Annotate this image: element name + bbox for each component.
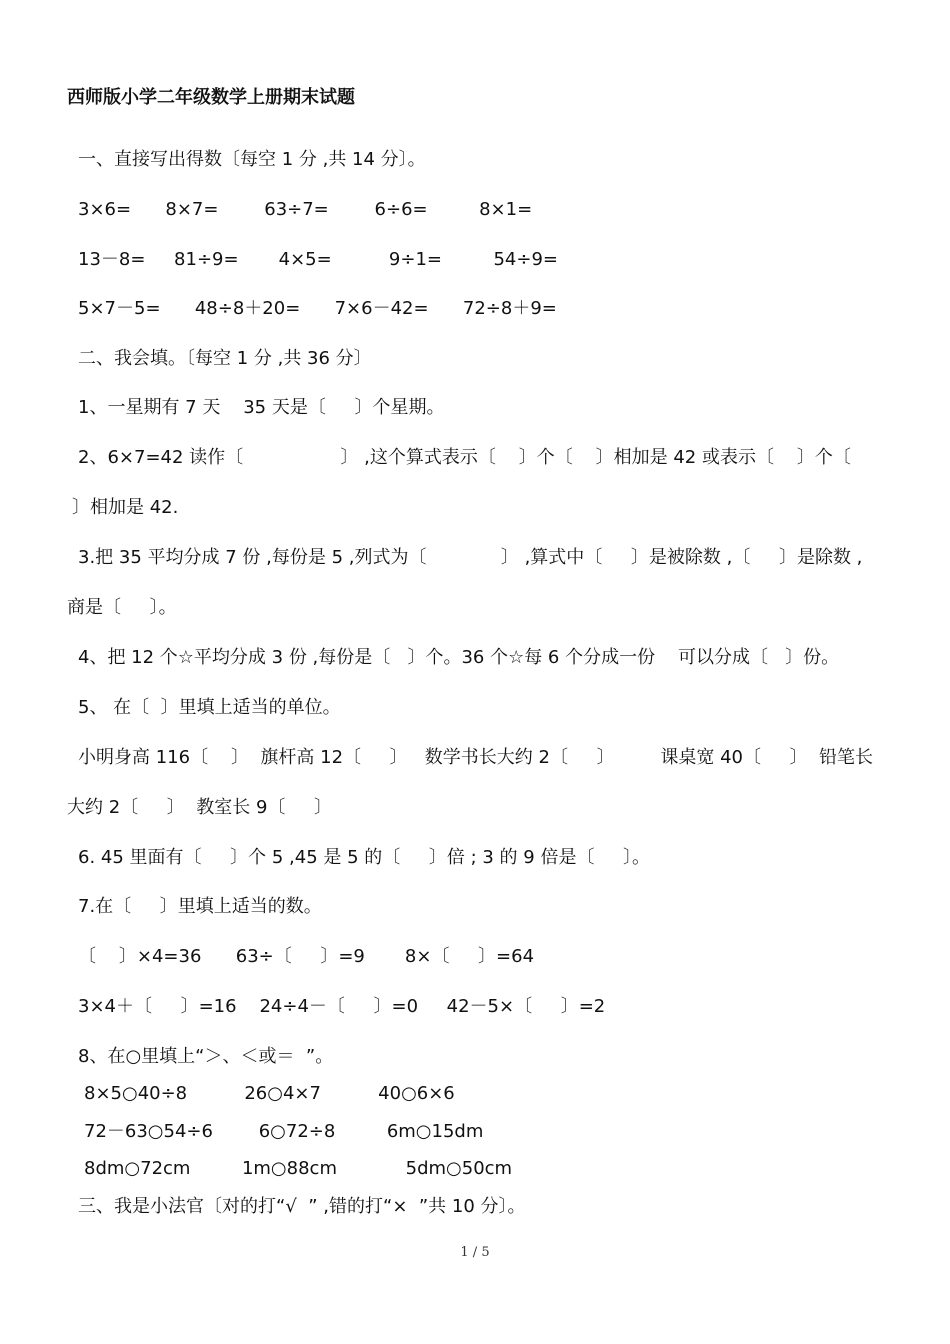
text-line: 6. 45 里面有〔 〕个 5 ,45 是 5 的〔 〕倍 ; 3 的 9 倍是〔 〕。 [78, 847, 651, 868]
text-line: 13－8= 81÷9= 4×5= 9÷1= 54÷9= [78, 249, 558, 270]
text-line: 3×4＋〔 〕=16 24÷4－〔 〕=0 42－5×〔 〕=2 [78, 996, 606, 1017]
section-1-heading: 一、直接写出得数〔每空 1 分 ,共 14 分〕。 [78, 149, 426, 170]
text-line: 72－63○54÷6 6○72÷8 6m○15dm [84, 1121, 484, 1142]
text-line: 8×5○40÷8 26○4×7 40○6×6 [84, 1083, 455, 1104]
text-line: 5、 在〔 〕里填上适当的单位。 [78, 697, 341, 718]
text-line: 大约 2〔 〕 教室长 9〔 〕 [67, 797, 333, 818]
text-line: 8dm○72cm 1m○88cm 5dm○50cm [84, 1158, 513, 1179]
page-title: 西师版小学二年级数学上册期末试题 [67, 87, 355, 108]
text-line: 3.把 35 平均分成 7 份 ,每份是 5 ,列式为〔 〕 ,算式中〔 〕是被除数 ,〔 〕是除数 , [78, 547, 863, 568]
section-2-heading: 二、我会填。〔每空 1 分 ,共 36 分〕 [78, 348, 372, 369]
section-3-heading: 三、我是小法官〔对的打“√ ” ,错的打“× ”共 10 分〕。 [78, 1196, 526, 1217]
text-line: 〕相加是 42. [72, 497, 179, 518]
text-line: 〔 〕×4=36 63÷〔 〕=9 8×〔 〕=64 [78, 946, 535, 967]
text-line: 小明身高 116〔 〕 旗杆高 12〔 〕 数学书长大约 2〔 〕 课桌宽 40〔 〕 铅笔长 [78, 747, 874, 768]
text-line: 3×6= 8×7= 63÷7= 6÷6= 8×1= [78, 199, 533, 220]
text-line: 2、6×7=42 读作〔 〕 ,这个算式表示〔 〕个〔 〕相加是 42 或表示〔 〕个〔 [78, 447, 851, 468]
text-line: 8、在○里填上“＞、＜或＝ ”。 [78, 1046, 334, 1067]
text-line: 5×7－5= 48÷8＋20= 7×6－42= 72÷8＋9= [78, 298, 557, 319]
text-line: 商是〔 〕。 [67, 597, 177, 618]
text-line: 1、一星期有 7 天 35 天是〔 〕个星期。 [78, 397, 445, 418]
page-number: 1 / 5 [460, 1245, 490, 1260]
text-line: 7.在〔 〕里填上适当的数。 [78, 896, 322, 917]
text-line: 4、把 12 个☆平均分成 3 份 ,每份是〔 〕个。36 个☆每 6 个分成一份 可以分成〔 〕份。 [78, 647, 840, 668]
